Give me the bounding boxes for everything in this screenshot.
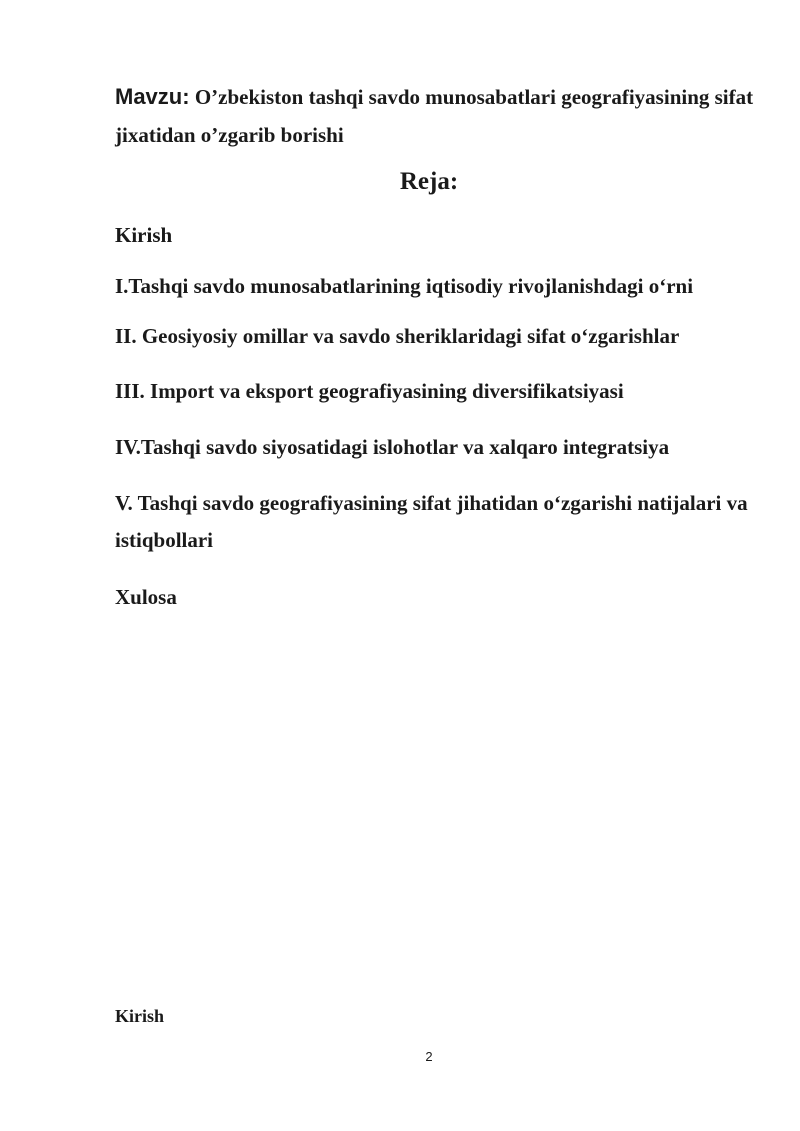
plan-item-5: V. Tashqi savdo geografiyasining sifat jihatidan o‘zgarishi natijalari va istiqbollari — [115, 491, 748, 552]
topic-text: O’zbekiston tashqi savdo munosabatlari geografiyasining sifat jixatidan o’zgarib borishi — [115, 85, 754, 147]
plan-item-2: II. Geosiyosiy omillar va savdo sheriklaridagi sifat o‘zgarishlar — [115, 324, 680, 348]
page-number: 2 — [425, 1049, 433, 1064]
section-heading: Kirish — [115, 1006, 165, 1026]
plan-item-introduction: Kirish — [115, 223, 173, 247]
plan-item-conclusion: Xulosa — [115, 585, 177, 609]
topic-title — [115, 78, 755, 154]
plan-item-1: I.Tashqi savdo munosabatlarining iqtisodiy rivojlanishdagi o‘rni — [115, 274, 694, 298]
topic-label: Mavzu: — [115, 84, 190, 109]
plan-item-3: III. Import va eksport geografiyasining diversifikatsiyasi — [115, 379, 624, 403]
plan-item-4: IV.Tashqi savdo siyosatidagi islohotlar va xalqaro integratsiya — [115, 435, 670, 459]
plan-title: Reja: — [399, 168, 459, 195]
